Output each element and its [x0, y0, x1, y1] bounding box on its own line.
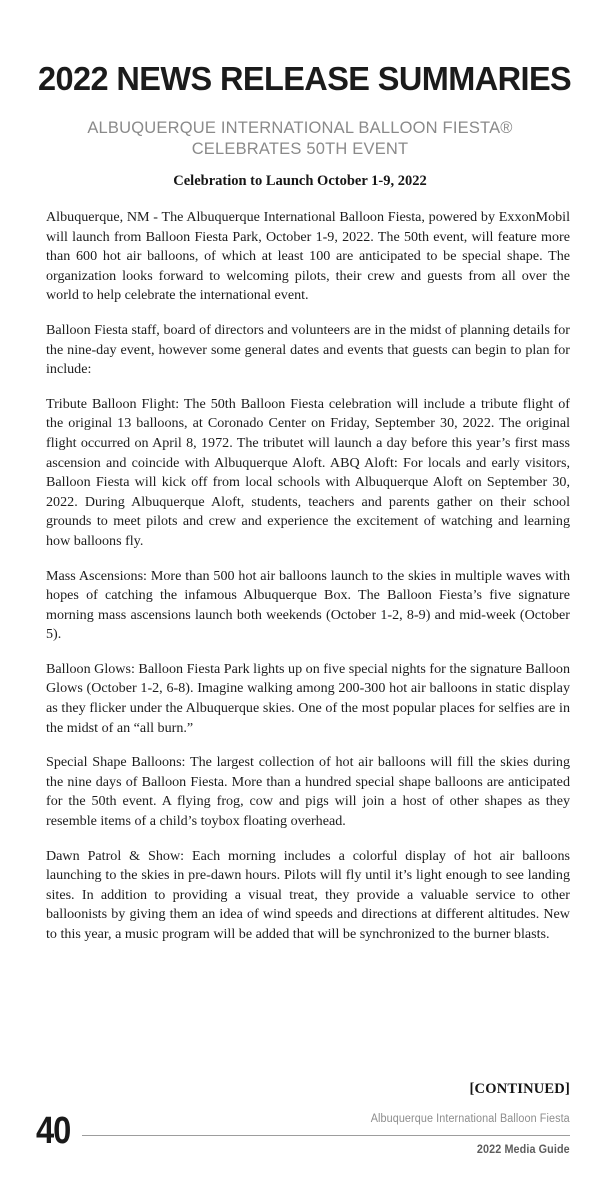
- release-headline-line-2: CELEBRATES 50TH EVENT: [191, 140, 409, 158]
- footer-publication: 2022 Media Guide: [477, 1144, 570, 1156]
- release-headline: [40, 118, 560, 160]
- masthead: [38, 60, 572, 98]
- release-subheadline: Celebration to Launch October 1-9, 2022: [173, 173, 427, 189]
- paragraph-tribute-flight: Tribute Balloon Flight: The 50th Balloon Fiesta celebration will include a tribute flight of the original 13 balloons, at Coronado Center on Friday, September 30, 2022. The original flight occurred on April 8, 1972. The tributet will launch a day before this year’s first mass ascension and coincide with Albuquerque Aloft. ABQ Aloft: For locals and early visitors, Balloon Fiesta will kick off from local schools with Albuquerque Aloft on September 30, 2022. During Albuquerque Aloft, students, teachers and parents gather on their school grounds to meet pilots and crew and experience the excitement of watching and learning how balloons fly.: [46, 395, 570, 549]
- page-footer: [0, 1105, 600, 1175]
- paragraph-balloon-glows: Balloon Glows: Balloon Fiesta Park lights up on five special nights for the signature Balloon Glows (October 1-2, 6-8). Imagine walking among 200-300 hot air balloons in static display as they flicker under the Albuquerque skies. One of the most popular places for selfies are in the midst of an “all burn.”: [46, 660, 570, 736]
- footer-divider: [82, 1135, 570, 1136]
- article-body: [46, 208, 570, 945]
- paragraph-special-shape: Special Shape Balloons: The largest collection of hot air balloons will fill the skies during the nine days of Balloon Fiesta. More than a hundred special shape balloons are anticipated for the 50th event. A flying frog, cow and pigs will join a host of other shapes as they resemble items of a child’s toybox floating overhead.: [46, 754, 570, 830]
- paragraph-intro: Albuquerque, NM - The Albuquerque International Balloon Fiesta, powered by ExxonMobil will launch from Balloon Fiesta Park, October 1-9, 2022. The 50th event, will feature more than 600 hot air balloons, of which at least 100 are anticipated to be special shape. The organization looks forward to welcoming pilots, their crew and guests from all over the world to help celebrate the international event.: [46, 209, 570, 304]
- release-headline-line-1: ALBUQUERQUE INTERNATIONAL BALLOON FIESTA®: [87, 119, 513, 137]
- paragraph-dawn-patrol: Dawn Patrol & Show: Each morning includes a colorful display of hot air balloons launching to the skies in pre-dawn hours. Pilots will fly until it’s light enough to see landing sites. In addition to providing a visual treat, they provide a valuable service to other balloonists by giving them an idea of wind speeds and directions at different altitudes. New to this year, a music program will be added that will be synchronized to the burner blasts.: [46, 847, 570, 942]
- paragraph-mass-ascensions: Mass Ascensions: More than 500 hot air balloons launch to the skies in multiple waves with hopes of catching the infamous Albuquerque Box. The Balloon Fiesta’s five signature morning mass ascensions launch both weekends (October 1-2, 8-9) and mid-week (October 5).: [46, 567, 570, 643]
- page-number: 40: [36, 1110, 71, 1152]
- paragraph-planning: Balloon Fiesta staff, board of directors and volunteers are in the midst of planning details for the nine-day event, however some general dates and events that guests can begin to plan for include:: [46, 321, 570, 378]
- footer-organization: Albuquerque International Balloon Fiesta: [370, 1113, 570, 1125]
- page-title: 2022 NEWS RELEASE SUMMARIES: [38, 60, 572, 97]
- continued-marker: [CONTINUED]: [469, 1081, 570, 1097]
